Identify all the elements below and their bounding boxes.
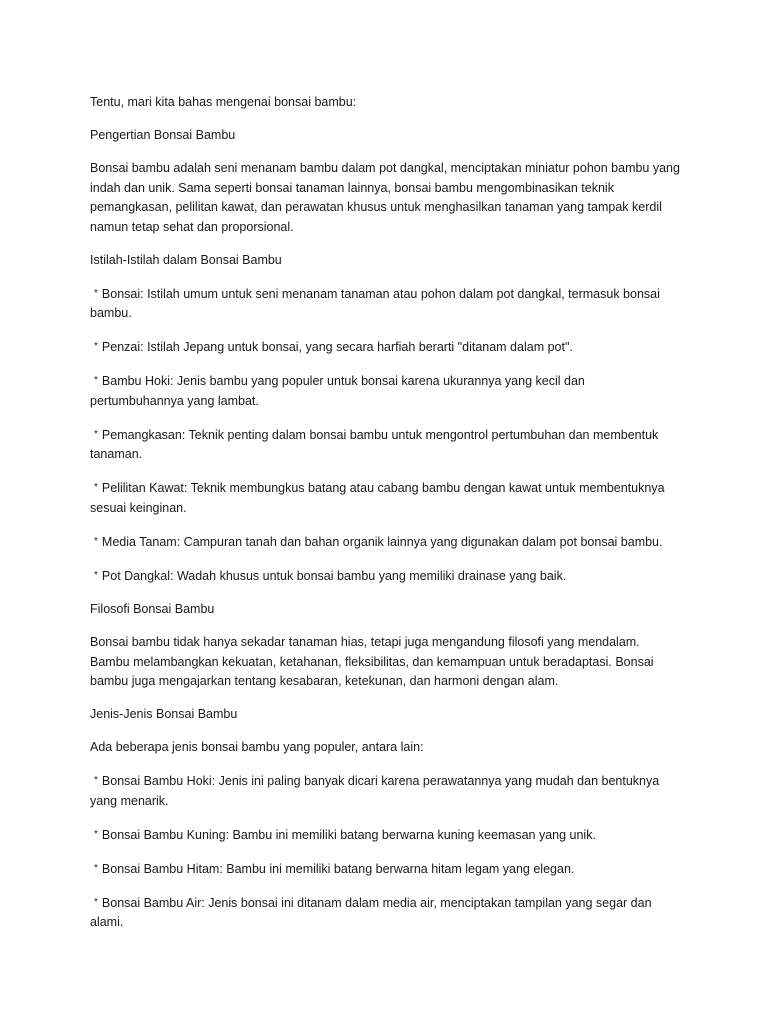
bullet-marker: * [94,828,98,840]
document-page [90,93,680,946]
intro-paragraph: Tentu, mari kita bahas mengenai bonsai bambu: [90,95,357,109]
body-paragraph-jenis-intro: Ada beberapa jenis bonsai bambu yang populer, antara lain: [90,740,424,755]
list-item-text: Penzai: Istilah Jepang untuk bonsai, yang secara harfiah berarti "ditanam dalam pot". [101,340,573,355]
bullet-marker: * [94,775,98,787]
list-item-text: Pelilitan Kawat: Teknik membungkus batang atau cabang bambu dengan kawat untuk membentuknya sesuai keinginan. [90,481,665,516]
list-item [90,893,680,933]
bullet-marker: * [94,287,98,299]
bullet-marker: * [94,896,98,908]
list-item [90,478,680,518]
list-item-text: Pot Dangkal: Wadah khusus untuk bonsai bambu yang memiliki drainase yang baik. [101,569,567,583]
bullet-marker: * [94,428,98,440]
section-heading-jenis: Jenis-Jenis Bonsai Bambu [90,707,238,722]
list-item-text: Bonsai Bambu Hitam: Bambu ini memiliki batang berwarna hitam legam yang elegan. [101,861,575,876]
list-item [90,859,680,880]
section-heading-pengertian: Pengertian Bonsai Bambu [90,127,236,142]
list-item-text: Bonsai: Istilah umum untuk seni menanam tanaman atau pohon dalam pot dangkal, termasuk bonsai bambu. [90,286,660,321]
bullet-marker: * [94,341,98,353]
type-list [90,771,680,933]
list-item [90,425,680,465]
list-item [90,771,680,811]
list-item [90,566,680,587]
section-heading-filosofi: Filosofi Bonsai Bambu [90,601,215,616]
bullet-marker: * [94,862,98,874]
section-heading-istilah: Istilah-Istilah dalam Bonsai Bambu [90,252,282,267]
list-item [90,532,680,553]
body-paragraph-pengertian: Bonsai bambu adalah seni menanam bambu dalam pot dangkal, menciptakan miniatur pohon bambu yang indah dan unik. Sama seperti bonsai tanaman lainnya, bonsai bambu mengombinasikan teknik pemangkasan, pelilitan kawat, dan perawatan khusus untuk menghasilkan tanaman yang tampak kerdil namun tetap sehat dan proporsional. [90,160,680,234]
term-list [90,284,680,587]
bullet-marker: * [94,536,98,548]
bullet-marker: * [94,570,98,581]
list-item [90,825,680,846]
bullet-marker: * [94,375,98,387]
bullet-marker: * [94,482,98,494]
list-item-text: Bonsai Bambu Hoki: Jenis ini paling banyak dicari karena perawatannya yang mudah dan bentuknya yang menarik. [90,774,660,808]
list-item [90,371,680,411]
list-item-text: Pemangkasan: Teknik penting dalam bonsai bambu untuk mengontrol pertumbuhan dan membentuk tanaman. [90,427,659,462]
body-paragraph-filosofi: Bonsai bambu tidak hanya sekadar tanaman hias, tetapi juga mengandung filosofi yang mendalam. Bambu melambangkan kekuatan, ketahanan, fleksibilitas, dan kemampuan untuk beradaptasi. Bonsai bambu juga mengajarkan tentang kesabaran, ketekunan, dan harmoni dengan alam. [90,634,654,689]
list-item [90,337,680,358]
list-item-text: Bonsai Bambu Kuning: Bambu ini memiliki batang berwarna kuning keemasan yang unik. [101,827,596,842]
list-item-text: Media Tanam: Campuran tanah dan bahan organik lainnya yang digunakan dalam pot bonsai bambu. [101,535,663,550]
list-item-text: Bonsai Bambu Air: Jenis bonsai ini ditanam dalam media air, menciptakan tampilan yang segar dan alami. [90,895,652,930]
list-item-text: Bambu Hoki: Jenis bambu yang populer untuk bonsai karena ukurannya yang kecil dan pertumbuhannya yang lambat. [90,374,585,408]
list-item [90,284,680,324]
